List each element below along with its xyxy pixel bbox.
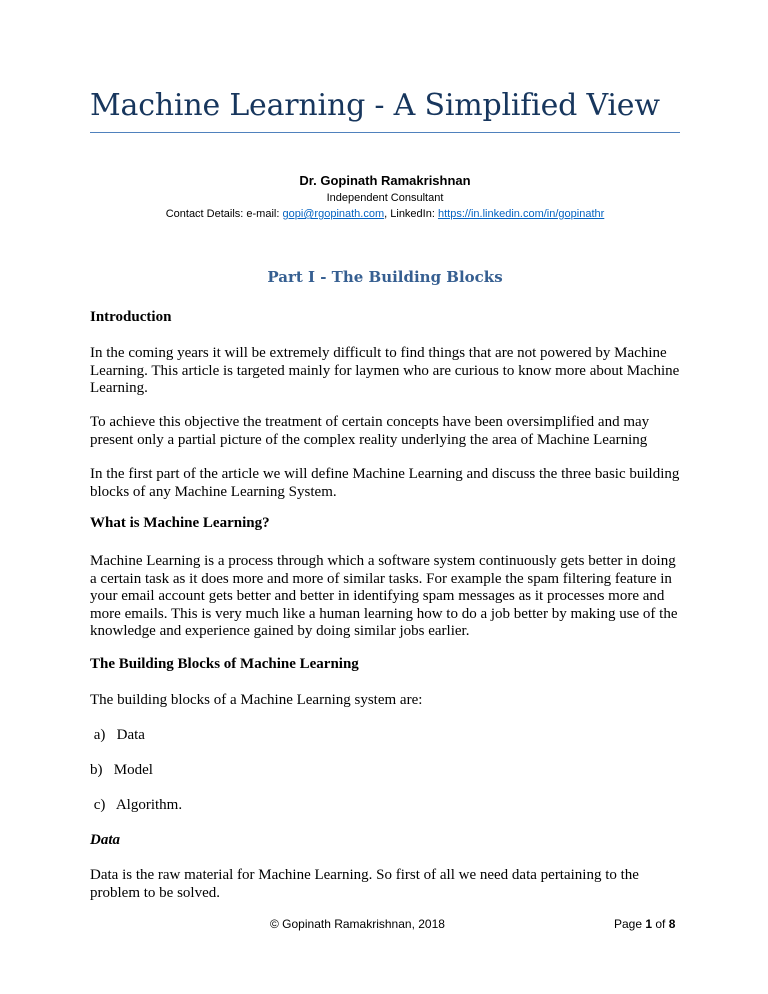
introduction-paragraph-1: In the coming years it will be extremely difficult to find things that are not powered by Machine Learning. This article is targeted mainly for laymen who are curious to know more about Machine Learning. xyxy=(90,345,680,396)
introduction-paragraph-3: In the first part of the article we will define Machine Learning and discuss the three basic building blocks of any Machine Learning System. xyxy=(90,466,680,500)
document-title: Machine Learning - A Simplified View xyxy=(90,88,660,123)
data-paragraph: Data is the raw material for Machine Learning. So first of all we need data pertaining to the problem to be solved. xyxy=(90,867,639,901)
email-link[interactable]: gopi@rgopinath.com xyxy=(282,208,385,220)
what-is-ml-heading: What is Machine Learning? xyxy=(90,515,270,531)
title-underline xyxy=(90,132,680,133)
building-blocks-heading: The Building Blocks of Machine Learning xyxy=(90,656,359,672)
linkedin-link[interactable]: https://in.linkedin.com/in/gopinathr xyxy=(437,208,605,220)
page-label: Page xyxy=(614,917,646,931)
contact-middle: , LinkedIn: xyxy=(384,208,438,220)
footer-copyright: © Gopinath Ramakrishnan, 2018 xyxy=(270,917,445,931)
list-item-model: b) Model xyxy=(90,762,153,778)
what-is-ml-paragraph: Machine Learning is a process through which a software system continuously gets better in doing a certain task as it does more and more of similar tasks. For example the spam filtering feature in your email account gets better and better in identifying spam messages as it processes more and more emails. This is very much like a human learning how to do a job better by making use of the knowledge and experience gained by doing similar jobs earlier. xyxy=(90,553,678,639)
introduction-paragraph-2: To achieve this objective the treatment of certain concepts have been oversimplified and may present only a partial picture of the complex reality underlying the area of Machine Learning xyxy=(90,414,650,448)
page-of: of xyxy=(652,917,669,931)
list-item-algorithm: c) Algorithm. xyxy=(90,797,183,813)
list-item-data: a) Data xyxy=(90,727,145,743)
page-current: 1 xyxy=(645,917,653,931)
data-heading: Data xyxy=(90,832,120,848)
author-name: Dr. Gopinath Ramakrishnan xyxy=(299,173,471,188)
contact-details xyxy=(90,208,680,220)
introduction-heading: Introduction xyxy=(90,309,172,325)
contact-prefix: Contact Details: e-mail: xyxy=(165,208,283,220)
building-blocks-intro: The building blocks of a Machine Learning system are: xyxy=(90,692,423,708)
author-affiliation: Independent Consultant xyxy=(326,192,444,204)
footer-page-number xyxy=(614,917,675,931)
part-title: Part I - The Building Blocks xyxy=(267,268,503,286)
page-total: 8 xyxy=(668,917,676,931)
